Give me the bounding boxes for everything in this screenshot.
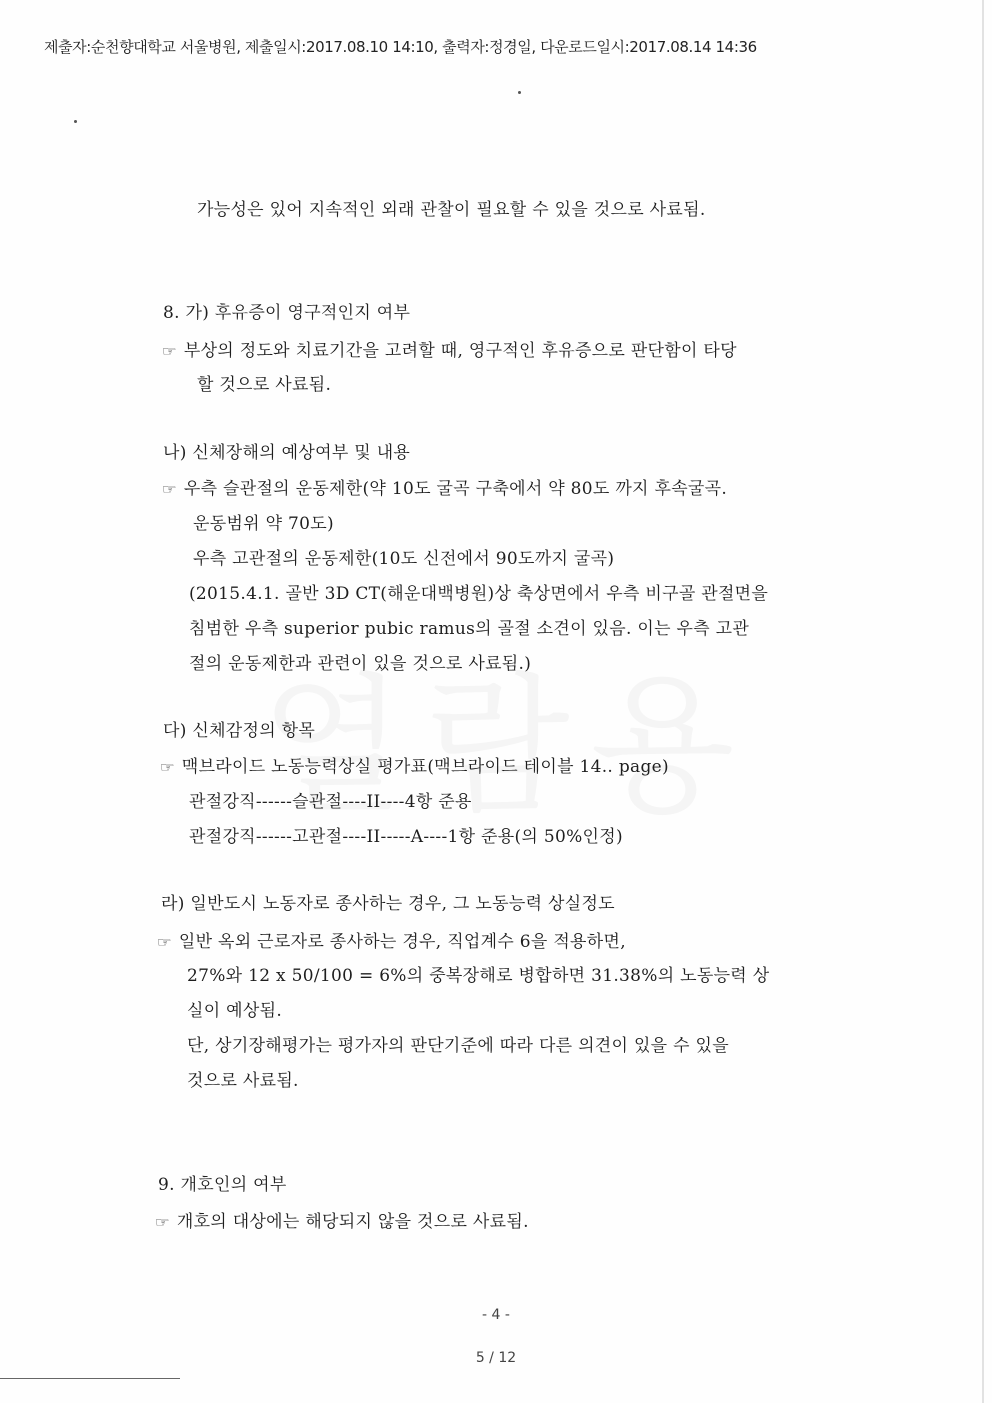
text-line: ☞ 부상의 정도와 치료기간을 고려할 때, 영구적인 후유증으로 판단함이 타당 <box>161 341 737 361</box>
pointing-hand-icon: ☞ <box>154 1215 171 1231</box>
pointing-hand-icon: ☞ <box>161 482 178 498</box>
text-line: ☞ 개호의 대상에는 해당되지 않을 것으로 사료됨. <box>154 1212 529 1232</box>
text-line: 운동범위 약 70도) <box>193 514 334 534</box>
text-line: 절의 운동제한과 관련이 있을 것으로 사료됨.) <box>189 654 532 674</box>
text-line: 것으로 사료됨. <box>187 1071 299 1091</box>
text-line: 실이 예상됨. <box>187 1001 283 1021</box>
pointing-hand-icon: ☞ <box>161 344 178 360</box>
text-line: 우측 고관절의 운동제한(10도 신전에서 90도까지 굴곡) <box>193 549 615 569</box>
text-line: 관절강직------고관절----II-----A----1항 준용(의 50%인정) <box>189 827 623 847</box>
text-line: 27%와 12 x 50/100 = 6%의 중복장해로 병합하면 31.38%의 노동능력 상 <box>187 966 770 986</box>
scan-speck <box>74 120 77 123</box>
section-heading-8: 8. 가) 후유증이 영구적인지 여부 <box>163 303 411 323</box>
text-line: 할 것으로 사료됨. <box>197 375 332 395</box>
section-heading-c: 다) 신체감정의 항목 <box>163 721 316 741</box>
section-heading-b: 나) 신체장해의 예상여부 및 내용 <box>163 443 411 463</box>
page-counter: 5 / 12 <box>475 1350 517 1366</box>
section-heading-9: 9. 개호인의 여부 <box>158 1175 287 1195</box>
pointing-hand-icon: ☞ <box>156 935 173 951</box>
section-heading-d: 라) 일반도시 노동자로 종사하는 경우, 그 노동능력 상실정도 <box>161 894 615 914</box>
text-line: 침범한 우측 superior pubic ramus의 골절 소견이 있음. 이는 우측 고관 <box>189 619 750 639</box>
submission-header: 제출자:순천향대학교 서울병원, 제출일시:2017.08.10 14:10, 출력자:정경일, 다운로드일시:2017.08.14 14:36 <box>44 38 757 56</box>
bottom-rule <box>0 1378 180 1379</box>
text-line: ☞ 맥브라이드 노동능력상실 평가표(맥브라이드 테이블 14.. page) <box>159 757 669 777</box>
text-line: 가능성은 있어 지속적인 외래 관찰이 필요할 수 있을 것으로 사료됨. <box>197 200 706 220</box>
scan-edge <box>982 0 984 1403</box>
text-line: 단, 상기장해평가는 평가자의 판단기준에 따라 다른 의견이 있을 수 있을 <box>187 1036 729 1056</box>
text-line: ☞ 우측 슬관절의 운동제한(약 10도 굴곡 구축에서 약 80도 까지 후속굴곡. <box>161 479 728 499</box>
pointing-hand-icon: ☞ <box>159 760 176 776</box>
text-line: (2015.4.1. 골반 3D CT(해운대백병원)상 축상면에서 우측 비구골 관절면을 <box>189 584 769 604</box>
text-line: ☞ 일반 옥외 근로자로 종사하는 경우, 직업계수 6을 적용하면, <box>156 932 626 952</box>
text-line: 관절강직------슬관절----II----4항 준용 <box>189 792 472 812</box>
scan-speck <box>518 91 521 94</box>
page-number: - 4 - <box>482 1307 510 1323</box>
